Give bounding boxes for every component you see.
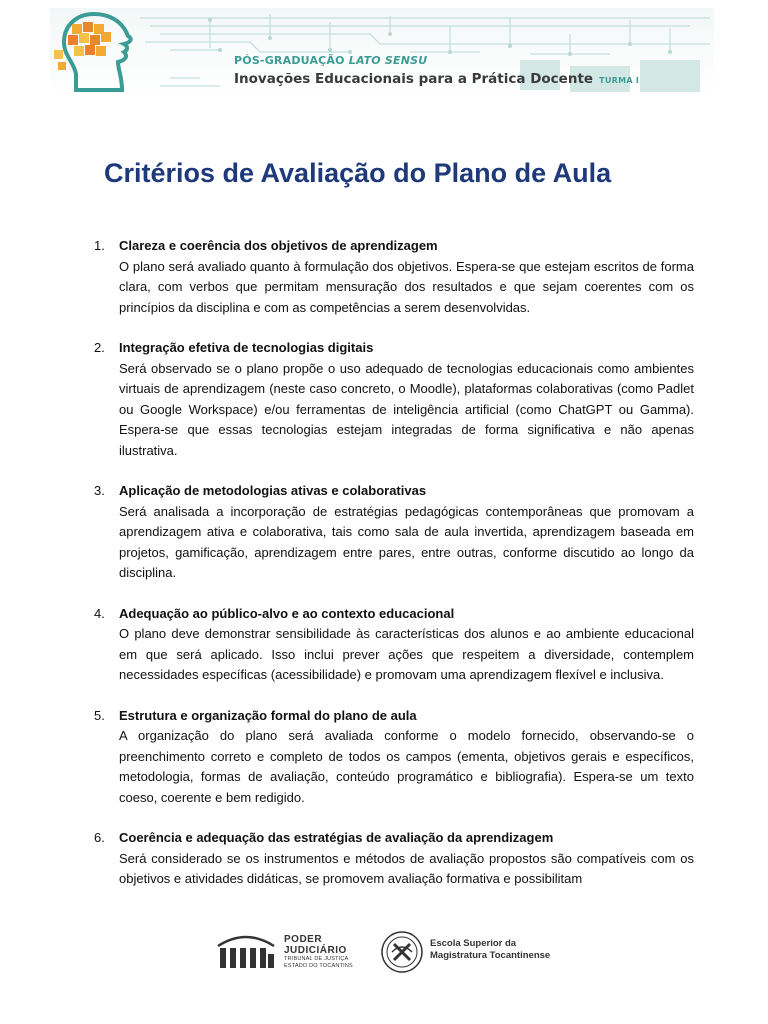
item-body: O plano será avaliado quanto à formulação dos objetivos. Espera-se que estejam escritos de forma clara, com verbos que permitam mensuração dos resultados e que sejam coerentes com os princípios da disciplina e com as competências a serem desenvolvidas. [119,258,694,315]
pj-name: PODER JUDICIÁRIO TRIBUNAL DE JUSTIÇA ESTADO DO TOCANTINS [284,934,353,969]
item-title: Integração efetiva de tecnologias digitais [119,340,374,355]
course-name: Inovações Educacionais para a Prática Docente TURMA I [234,71,640,87]
item-body: Será analisada a incorporação de estratégias pedagógicas contemporâneas que promovam a aprendizagem ativa e colaborativa, tais como sala de aula invertida, aprendizagem baseada em projetos, gamificação, aprendizagem entre pares, entre outras, conforme discutido ao longo da disciplina. [119,503,694,580]
list-item [94,828,694,890]
program-type: PÓS-GRADUAÇÃO LATO SENSU [234,54,428,67]
list-item [94,236,694,318]
item-number: 1. [94,238,105,253]
list-item [94,706,694,809]
page-title: Critérios de Avaliação do Plano de Aula [104,158,612,188]
esm-name: Escola Superior da Magistratura Tocantinense [430,938,551,961]
item-title: Coerência e adequação das estratégias de avaliação da aprendizagem [119,830,554,845]
course-banner [50,8,714,96]
item-body: O plano deve demonstrar sensibilidade às características dos alunos e ao ambiente educacional em que será aplicado. Isso inclui prever ações que respeitem a diversidade, contemplem necessidades específicas (acessibilidade) e promovam uma aprendizagem flexível e inclusiva. [119,626,694,682]
item-number: 4. [94,605,105,621]
item-title: Aplicação de metodologias ativas e colaborativas [119,483,427,498]
item-title: Clareza e coerência dos objetivos de aprendizagem [119,238,438,253]
brain-puzzle-head-icon [52,10,142,94]
criteria-list [94,236,694,910]
class-label: TURMA I [599,76,640,85]
item-number: 5. [94,707,105,723]
banner-text [234,54,639,87]
item-number: 2. [94,340,105,355]
item-title: Adequação ao público-alvo e ao contexto educacional [119,605,455,621]
item-number: 3. [94,483,105,498]
courthouse-columns-icon [216,934,276,970]
item-title: Estrutura e organização formal do plano de aula [119,707,417,723]
item-body: Será considerado se os instrumentos e métodos de avaliação propostos são compatíveis com os objetivos e atividades didáticas, se promovem avaliação formativa e possibilitam [119,850,694,886]
school-seal-icon [380,930,424,974]
item-body: Será observado se o plano propõe o uso adequado de tecnologias educacionais como ambientes virtuais de aprendizagem (neste caso concreto, o Moodle), plataformas colaborativas (como Padlet ou Google Workspace) e/ou ferramentas de inteligência artificial (como ChatGPT ou Gamma). Espera-se que essas tecnologias estejam integradas de forma significativa e não apenas ilustrativa. [119,360,694,458]
list-item [94,604,694,686]
list-item [94,338,694,461]
item-number: 6. [94,830,105,845]
footer-logos [216,928,551,976]
item-body: A organização do plano será avaliada conforme o modelo fornecido, observando-se o preenchimento correto e completo de todos os campos (ementa, objetivos gerais e específicos, metodologia, formas de avaliação, conteúdo programático e bibliografia). Espera-se um texto coeso, coerente e bem redigido. [119,728,694,805]
list-item [94,481,694,584]
